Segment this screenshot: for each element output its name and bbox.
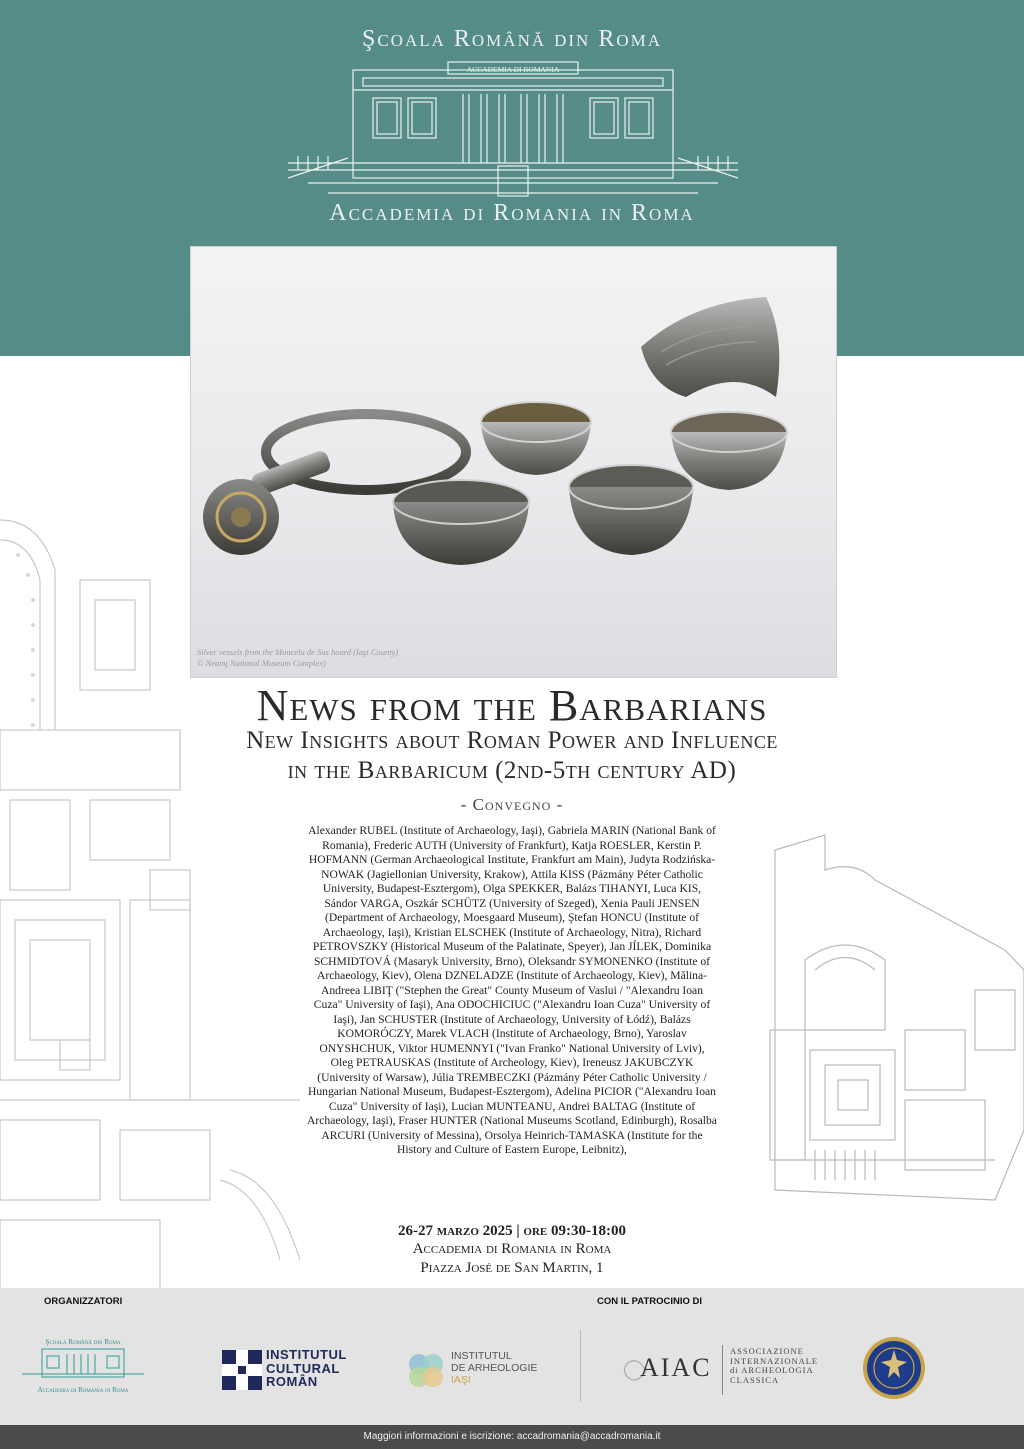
aiac-logo[interactable] [618,1343,828,1398]
iai-line-3: IAŞI [451,1374,471,1386]
footer-logos [0,1288,1024,1425]
floor-plan-right [755,830,1024,1210]
icr-line-2: CULTURAL [266,1360,340,1376]
subtitle-line-2: in the Barbaricum (2nd-5th century AD) [287,757,737,784]
building-mini-icon [22,1346,144,1382]
photo-caption [197,647,398,669]
icr-line-1: INSTITUTUL [266,1347,347,1362]
contact-bar[interactable]: Maggiori informazioni e iscrizione: accadromania@accadromania.it [0,1425,1024,1449]
logo1-bottom-text: Accademia di Romania in Roma [37,1386,129,1394]
aiac-line-2: INTERNAZIONALE [730,1355,819,1366]
icr-line-3: ROMÂN [266,1374,318,1389]
seal-emblem[interactable] [862,1336,926,1400]
icr-cross-icon [222,1350,262,1390]
footer-divider [580,1330,581,1402]
event-venue: Accademia di Romania in Roma [412,1241,612,1257]
organizers-label: ORGANIZZATORI [44,1296,123,1307]
speakers-list: Alexander RUBEL (Institute of Archaeology, Iaşi), Gabriela MARIN (National Bank of Romania), Frederic AUTH (University of Frankfurt), Katja ROESLER, Kerstin P. HOFMANN (German Archaeological Institute, Frankfurt am Main), Judyta Rodzińska-NOWAK (Jagiellonian University, Krakow), Attila KISS (Pázmány Péter Catholic University, Budapest-Esztergom), Olga SPEKKER, Balázs TIHANYI, Luca KIS, Sándor VARGA, Oszkár SCHÜTZ (University of Szeged), Xenia Pauli JENSEN (Department of Archaeology, Moesgaard Museum), Ştefan HONCU (Institute of Archaeology, Iaşi), Kristian ELSCHEK (Institute of Archaeology, Nitra), Richard PETROVSZKY (Historical Museum of the Palatinate, Speyer), Jan JÍLEK, Dominika SCHMIDTOVÁ (Masaryk University, Brno), Oleksandr SYMONENKO (Institute of Archaeology, Kiev), Olena DZNELADZE (Institute of Archaeology, Kiev), Mălina-Andreea LIBIŢ ("Stephen the Great" County Museum of Vaslui / "Alexandru Ioan Cuza" University of Iaşi), Ana ODOCHICIUC ("Alexandru Ioan Cuza" University of Iaşi), Jan SCHUSTER (Institute of Archaeology, University of Łódź), Balázs KOMORÓCZY, Marek VLACH (Institute of Archaeology, Brno), Yaroslav ONYSHCHUK, Viktor HUMENNYI ("Ivan Franko" National University of Lviv), Oleg PETRAUSKAS (Institute of Archeology, Kiev), Ireneusz JAKUBCZYK (University of Warsaw), Júlia TREMBECZKI (Pázmány Péter Catholic University / Hungarian National Museum, Budapest-Esztergom), Adelina PICIOR ("Alexandru Ioan Cuza" University of Iaşi), Lucian MUNTEANU, Andrei BALTAG (Institute of Archaeology, Iaşi), Fraser HUNTER (National Museums Scotland, Edinburgh), Rosalba ARCURI (University of Messina), Orsolya Heinrich-TAMASKA (Institute for the History and Culture of Eastern Europe, Leibnitz), [307,824,717,1156]
logo1-top-text: Şcoala Română din Roma [45,1338,121,1346]
subtitle-line-1: New Insights about Roman Power and Influence [246,727,778,754]
aiac-acronym: AIAC [640,1353,712,1382]
accademia-building-logo [288,58,738,198]
iai-circles-icon [405,1350,447,1390]
hero-photo [190,246,837,678]
iai-logo[interactable] [405,1348,555,1392]
iai-line-2: DE ARHEOLOGIE [451,1362,538,1374]
caption-line-2: © Neamţ National Museum Complex) [197,658,326,668]
page-title: News from the Barbarians [256,681,768,730]
aiac-line-3: di ARCHEOLOGIA [730,1365,814,1375]
iai-line-1: INSTITUTUL [451,1350,512,1362]
academy-name: Accademia di Romania in Roma [329,200,695,226]
aiac-line-1: ASSOCIAZIONE [730,1346,804,1356]
patronage-label: CON IL PATROCINIO DI [597,1296,703,1307]
event-date-time: 26-27 marzo 2025 | ore 09:30-18:00 [397,1223,627,1239]
event-type: - Convegno - [460,795,564,814]
school-name: Şcoala Română din Roma [361,26,663,52]
building-inscription: ACCADEMIA DI ROMANIA [466,65,560,74]
aiac-line-4: CLASSICA [730,1374,780,1385]
accademia-logo[interactable] [22,1338,144,1398]
vessel-photo [191,247,836,677]
aiac-divider [722,1345,723,1395]
event-address: Piazza José de San Martin, 1 [420,1260,604,1276]
caption-line-1: Silver vessels from the Muncelu de Sus hoard (Iaşi County) [197,647,399,657]
icr-logo[interactable] [222,1348,362,1392]
